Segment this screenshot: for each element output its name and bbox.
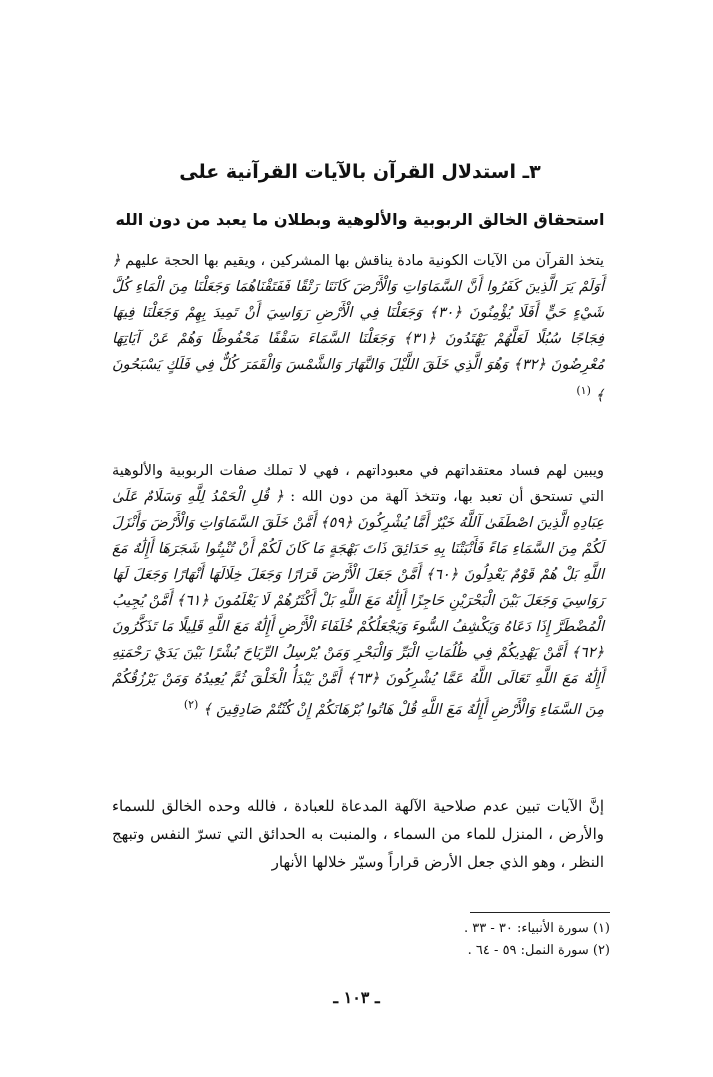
footnotes	[300, 918, 610, 962]
footnote-divider	[470, 912, 610, 913]
section-subtitle: استحقاق الخالق الربوبية والألوهية وبطلان ما يعبد من دون الله	[115, 210, 605, 229]
paragraph-1-intro: يتخذ القرآن من الآيات الكونية مادة يناقش بها المشركين ، ويقيم بها الحجة عليهم	[125, 253, 605, 269]
quran-quote-anbiya: ﴿ أَوَلَمْ يَرَ الَّذِينَ كَفَرُوا أَنَّ السَّمَاوَاتِ وَالْأَرْضَ كَانَتَا رَتْقًا فَفَتَقْنَاهُمَا وَجَعَلْنَا مِنَ الْمَاءِ كُلَّ شَيْءٍ حَيٍّ أَفَلَا يُؤْمِنُونَ ﴿٣٠﴾ وَجَعَلْنَا فِي الْأَرْضِ رَوَاسِيَ أَنْ تَمِيدَ بِهِمْ وَجَعَلْنَا فِيهَا فِجَاجًا سُبُلًا لَعَلَّهُمْ يَهْتَدُونَ ﴿٣١﴾ وَجَعَلْنَا السَّمَاءَ سَقْفًا مَحْفُوظًا وَهُمْ عَنْ آيَاتِهَا مُعْرِضُونَ ﴿٣٢﴾ وَهُوَ الَّذِي خَلَقَ اللَّيْلَ وَالنَّهَارَ وَالشَّمْسَ وَالْقَمَرَ كُلٌّ فِي فَلَكٍ يَسْبَحُونَ ﴾	[112, 253, 605, 404]
footnote-ref-1: (١)	[576, 384, 591, 397]
paragraph-2-intro: ويبين لهم فساد معتقداتهم في معبوداتهم ، فهي لا تملك صفات الربوبية والألوهية التي تستحق أن تعبد بها، وتتخذ آلهة من دون الله :	[112, 463, 605, 505]
paragraph-2	[112, 458, 604, 723]
footnote-1: (١) سورة الأنبياء: ٣٠ - ٣٣ .	[463, 921, 610, 936]
paragraph-1	[112, 248, 604, 409]
section-title: ٣ـ استدلال القرآن بالآيات القرآنية على	[179, 161, 541, 183]
page-number: ـ ١٠٣ ـ	[333, 988, 380, 1007]
footnote-2: (٢) سورة النمل: ٥٩ - ٦٤ .	[467, 943, 610, 958]
footnote-ref-2: (٢)	[183, 698, 199, 711]
quran-quote-naml: ﴿ قُلِ الْحَمْدُ لِلَّهِ وَسَلَامٌ عَلَىٰ عِبَادِهِ الَّذِينَ اصْطَفَىٰ آللَّهُ خَيْرٌ أَمَّا يُشْرِكُونَ ﴿٥٩﴾ أَمَّنْ خَلَقَ السَّمَاوَاتِ وَالْأَرْضَ وَأَنْزَلَ لَكُمْ مِنَ السَّمَاءِ مَاءً فَأَنْبَتْنَا بِهِ حَدَائِقَ ذَاتَ بَهْجَةٍ مَا كَانَ لَكُمْ أَنْ تُنْبِتُوا شَجَرَهَا أَإِلَٰهٌ مَعَ اللَّهِ بَلْ هُمْ قَوْمٌ يَعْدِلُونَ ﴿٦٠﴾ أَمَّنْ جَعَلَ الْأَرْضَ قَرَارًا وَجَعَلَ خِلَالَهَا أَنْهَارًا وَجَعَلَ لَهَا رَوَاسِيَ وَجَعَلَ بَيْنَ الْبَحْرَيْنِ حَاجِزًا أَإِلَٰهٌ مَعَ اللَّهِ بَلْ أَكْثَرُهُمْ لَا يَعْلَمُونَ ﴿٦١﴾ أَمَّنْ يُجِيبُ الْمُضْطَرَّ إِذَا دَعَاهُ وَيَكْشِفُ السُّوءَ وَيَجْعَلُكُمْ خُلَفَاءَ الْأَرْضِ أَإِلَٰهٌ مَعَ اللَّهِ قَلِيلًا مَا تَذَكَّرُونَ ﴿٦٢﴾ أَمَّنْ يَهْدِيكُمْ فِي ظُلُمَاتِ الْبَرِّ وَالْبَحْرِ وَمَنْ يُرْسِلُ الرِّيَاحَ بُشْرًا بَيْنَ يَدَيْ رَحْمَتِهِ أَإِلَٰهٌ مَعَ اللَّهِ تَعَالَى اللَّهُ عَمَّا يُشْرِكُونَ ﴿٦٣﴾ أَمَّنْ يَبْدَأُ الْخَلْقَ ثُمَّ يُعِيدُهُ وَمَنْ يَرْزُقُكُمْ مِنَ السَّمَاءِ وَالْأَرْضِ أَإِلَٰهٌ مَعَ اللَّهِ قُلْ هَاتُوا بُرْهَانَكُمْ إِنْ كُنْتُمْ صَادِقِينَ ﴾	[112, 489, 604, 718]
paragraph-3: إنَّ الآيات تبين عدم صلاحية الآلهة المدعاة للعبادة ، فالله وحده الخالق للسماء والأرض ، المنزل للماء من السماء ، والمنبت به الحدائق التي تسرّ النفس وتبهج النظر ، وهو الذي جعل الأرض قراراً وسيّر خلالها الأنهار	[112, 797, 604, 871]
